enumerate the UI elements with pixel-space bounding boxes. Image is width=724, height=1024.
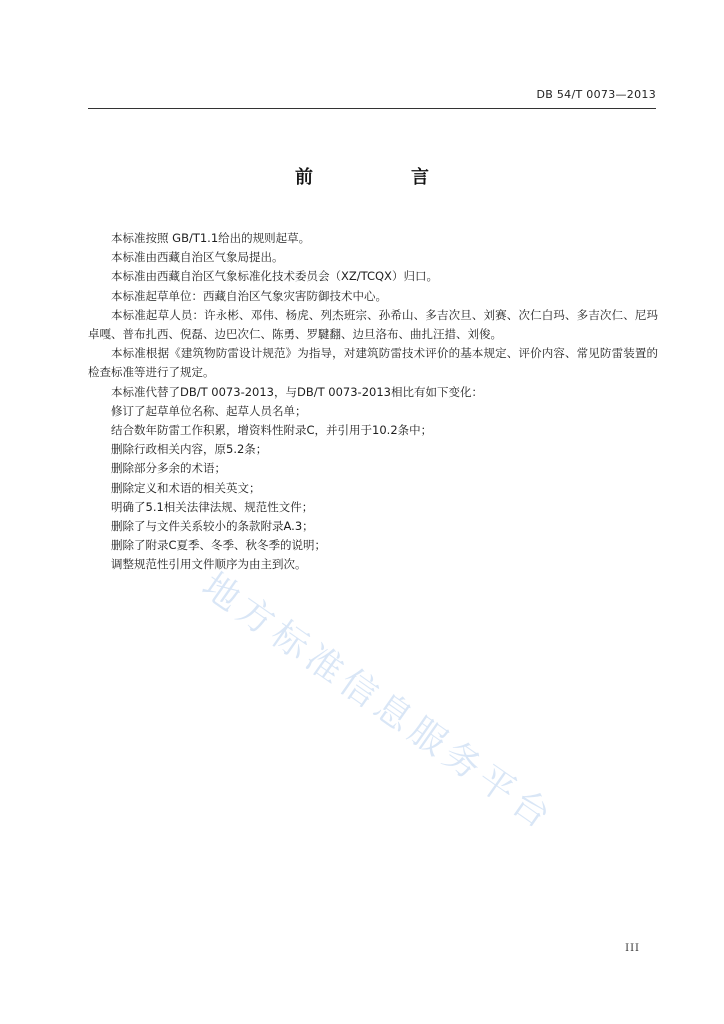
- paragraph-drafters: 本标准起草人员：许永彬、邓伟、杨虎、列杰班宗、孙希山、多吉次旦、刘赛、次仁白玛、多吉次仁、尼玛卓嘎、普布扎西、倪磊、边巴次仁、陈勇、罗騝翻、边旦洛布、曲扎汪措、刘俊。: [88, 307, 658, 342]
- paragraph-responsible-committee: 本标准由西藏自治区气象标准化技术委员会（XZ/TCQX）归口。: [111, 269, 438, 284]
- paragraph-drafting-rules: 本标准按照 GB/T1.1给出的规则起草。: [111, 231, 311, 245]
- foreword-body: [88, 229, 658, 575]
- paragraph-drafting-unit: 本标准起草单位：西藏自治区气象灾害防御技术中心。: [111, 288, 387, 303]
- change-item: 删除了与文件关系较小的条款附录A.3；: [111, 519, 314, 534]
- change-item: 删除定义和术语的相关英文；: [111, 480, 261, 495]
- change-item: 删除了附录C夏季、冬季、秋冬季的说明；: [111, 538, 327, 553]
- change-item: 修订了起草单位名称、起草人员名单；: [111, 403, 307, 418]
- change-item: 明确了5.1相关法律法规、规范性文件；: [111, 499, 314, 514]
- change-item: 调整规范性引用文件顺序为由主到次。: [111, 557, 307, 572]
- page-title: 前 言: [295, 167, 469, 188]
- change-item: 结合数年防雷工作积累，增资料性附录C，并引用于10.2条中；: [111, 423, 433, 438]
- paragraph-scope: 本标准根据《建筑物防雷设计规范》为指导，对建筑防雷技术评价的基本规定、评价内容、常见防雷装置的检查标准等进行了规定。: [88, 346, 658, 380]
- paragraph-proposer: 本标准由西藏自治区气象局提出。: [111, 250, 284, 265]
- document-code: DB 54/T 0073—2013: [536, 88, 656, 101]
- page-number: III: [625, 943, 640, 954]
- change-item: 删除行政相关内容，原5.2条；: [111, 442, 268, 457]
- header-divider: [88, 108, 656, 109]
- paragraph-replacement: 本标准代替了DB/T 0073-2013，与DB/T 0073-2013相比有如下变化：: [111, 384, 483, 399]
- change-item: 删除部分多余的术语；: [111, 461, 226, 476]
- watermark: 地方标准信息服务平台: [194, 565, 563, 840]
